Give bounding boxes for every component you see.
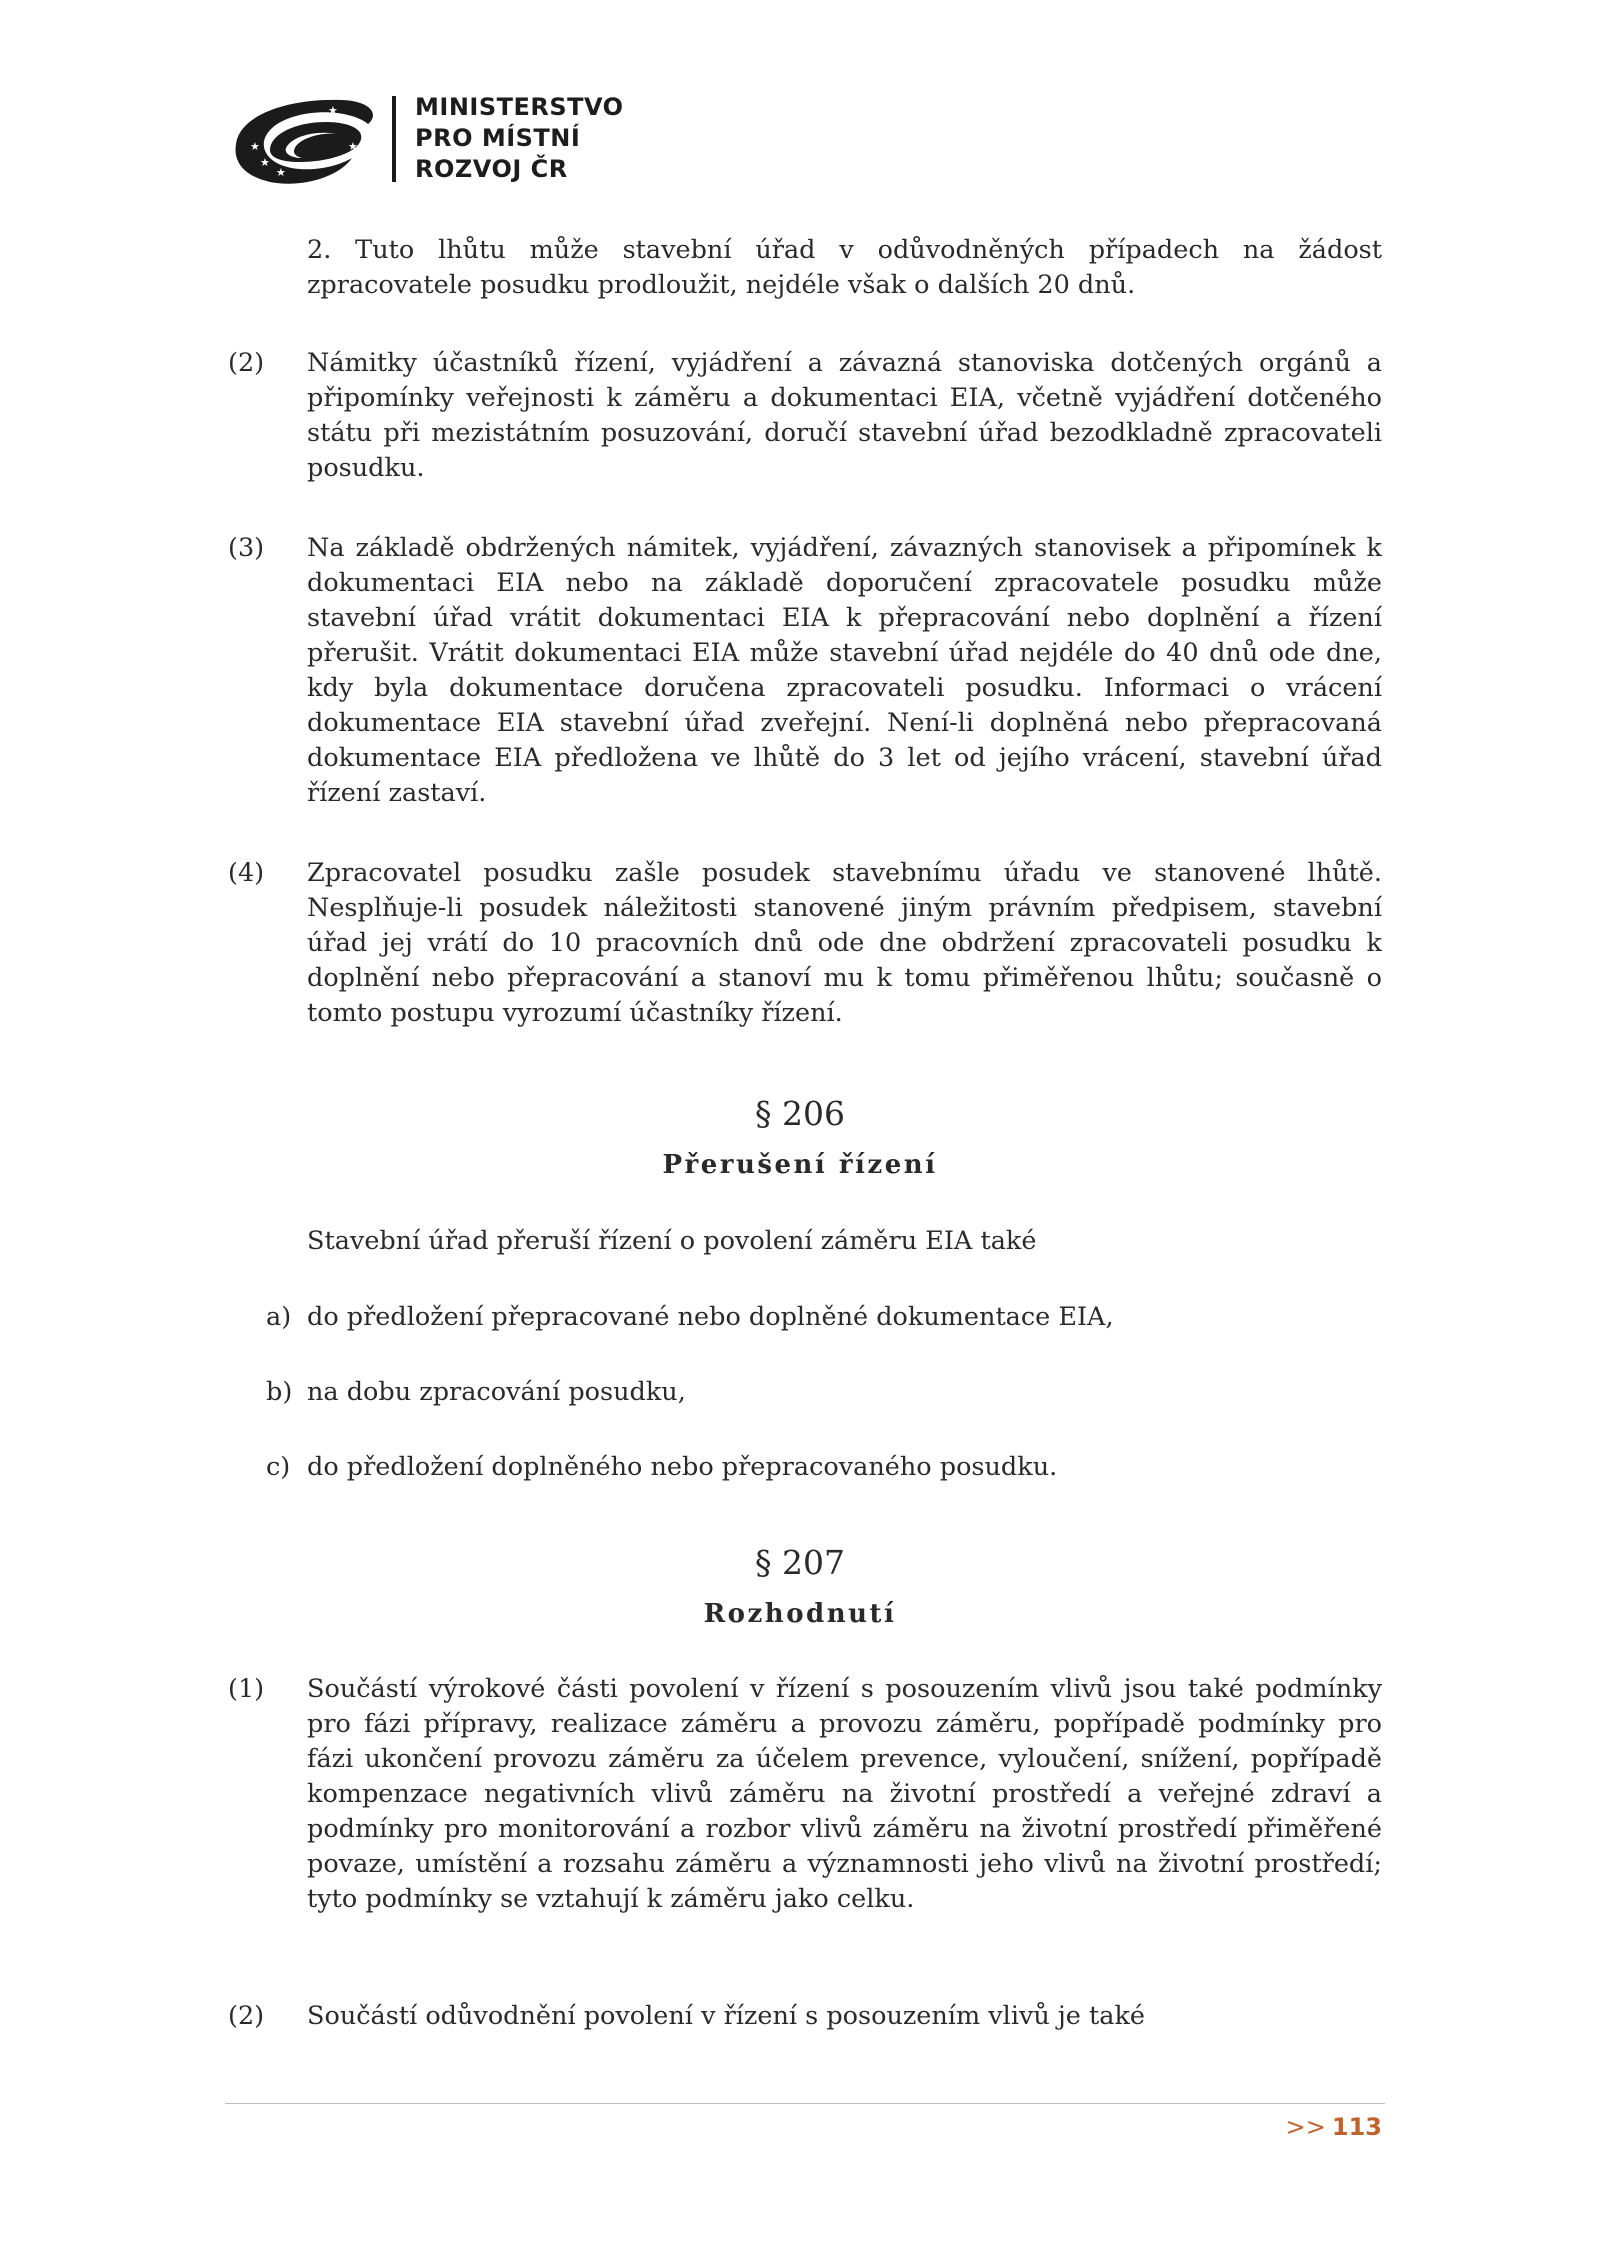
list-item-letter: c) — [266, 1452, 291, 1482]
section-207-title: § 207 — [755, 1543, 845, 1582]
paragraph-3: Na základě obdržených námitek, vyjádření, závazných stanovisek a připomínek k dokumentaci EIA nebo na základě doporučení zpracovatele posudku může stavební úřad vrátit dokumentaci EIA k přepracování nebo doplnění a řízení přerušit. Vrátit dokumentaci EIA může stavební úřad nejdéle do 40 dnů ode dne, kdy byla dokumentace doručena zpracovateli posudku. Informaci o vrácení dokumentace EIA stavební úřad zveřejní. Není-li doplněná nebo přepracovaná dokumentace EIA předložena ve lhůtě do 3 let od jejího vrácení, stavební úřad řízení zastaví. — [307, 533, 1382, 808]
section-207-paragraph-2: Součástí odůvodnění povolení v řízení s posouzením vlivů je také — [307, 2001, 1146, 2031]
list-item: do předložení doplněného nebo přepracovaného posudku. — [307, 1452, 1058, 1482]
paragraph-4: Zpracovatel posudku zašle posudek stavebnímu úřadu ve stanovené lhůtě. Nesplňuje-li posudek náležitosti stanovené jiným právním předpisem, stavební úřad jej vrátí do 10 pracovních dnů ode dne obdržení zpracovateli posudku k doplnění nebo přepracování a stanoví mu k tomu přiměřenou lhůtu; současně o tomto postupu vyrozumí účastníky řízení. — [307, 858, 1382, 1028]
paragraph-number: (2) — [228, 2001, 265, 2031]
ministry-name-line-1: MINISTERSTVO — [415, 93, 624, 121]
ministry-name — [415, 92, 624, 185]
paragraph-number: (1) — [228, 1674, 265, 1704]
list-item: do předložení přepracované nebo doplněné dokumentace EIA, — [307, 1302, 1114, 1332]
ministry-logo-icon — [230, 92, 380, 187]
section-207-subtitle: Rozhodnutí — [703, 1599, 897, 1629]
svg-text:★: ★ — [328, 104, 338, 117]
list-item-letter: a) — [266, 1302, 292, 1332]
svg-text:★: ★ — [338, 152, 348, 165]
paragraph-2: Námitky účastníků řízení, vyjádření a závazná stanoviska dotčených orgánů a připomínky veřejnosti k záměru a dokumentaci EIA, včetně vyjádření dotčeného státu při mezistátním posuzování, doručí stavební úřad bezodkladně zpracovateli posudku. — [307, 348, 1382, 483]
svg-text:★: ★ — [276, 166, 286, 179]
section-206-lead: Stavební úřad přeruší řízení o povolení záměru EIA také — [307, 1226, 1037, 1256]
list-item: na dobu zpracování posudku, — [307, 1377, 686, 1407]
paragraph-number: (3) — [228, 533, 265, 563]
paragraph-number: (4) — [228, 858, 265, 888]
paragraph-number: (2) — [228, 348, 265, 378]
double-chevron-icon: >> — [1285, 2113, 1326, 2141]
section-206-subtitle: Přerušení řízení — [662, 1150, 938, 1180]
list-item-letter: b) — [266, 1377, 293, 1407]
page-number — [1286, 2113, 1382, 2141]
footer-divider — [225, 2103, 1385, 2104]
ministry-name-line-2: PRO MÍSTNÍ — [415, 124, 581, 152]
svg-text:★: ★ — [260, 156, 270, 169]
svg-text:★: ★ — [348, 140, 358, 153]
page-number-value: 113 — [1331, 2113, 1382, 2141]
logo-divider — [392, 96, 396, 182]
ministry-name-line-3: ROZVOJ ČR — [415, 155, 568, 183]
svg-text:★: ★ — [250, 140, 260, 153]
intro-paragraph: 2. Tuto lhůtu může stavební úřad v odůvodněných případech na žádost zpracovatele posudku prodloužit, nejdéle však o dalších 20 dnů. — [307, 235, 1382, 300]
section-207-paragraph-1: Součástí výrokové části povolení v řízení s posouzením vlivů jsou také podmínky pro fázi přípravy, realizace záměru a provozu záměru, popřípadě podmínky pro fázi ukončení provozu záměru za účelem prevence, vyloučení, snížení, popřípadě kompenzace negativních vlivů záměru na životní prostředí a veřejné zdraví a podmínky pro monitorování a rozbor vlivů záměru na životní prostředí přiměřené povaze, umístění a rozsahu záměru a významnosti jeho vlivů na životní prostředí; tyto podmínky se vztahují k záměru jako celku. — [307, 1674, 1382, 1914]
section-206-title: § 206 — [755, 1094, 845, 1133]
